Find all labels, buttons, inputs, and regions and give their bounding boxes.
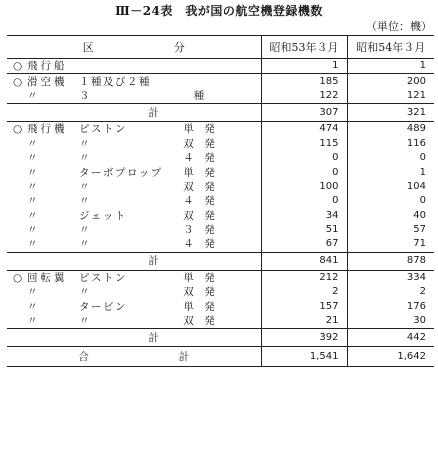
- unit-note: （単位：機）: [366, 20, 432, 33]
- col-header-1978: 昭和53年３月: [261, 36, 347, 59]
- row-category: 〃: [27, 238, 41, 251]
- value-1978: 212: [261, 270, 347, 285]
- grand-total-label-a: 合: [78, 350, 89, 363]
- category-header-b: 分: [173, 41, 185, 54]
- row-engine-type: ジェット: [79, 209, 127, 222]
- table-row: [7, 59, 434, 74]
- subtotal-label: 計: [7, 329, 261, 347]
- value-1979: 176: [347, 299, 434, 313]
- row-label-cells: [7, 300, 261, 314]
- value-1979: 0: [347, 194, 434, 208]
- subtotal-label: 計: [7, 252, 261, 270]
- value-1979: 71: [347, 237, 434, 252]
- table-row: [7, 223, 434, 237]
- value-1979: 489: [347, 122, 434, 137]
- table-row: [7, 299, 434, 313]
- row-engine-count: ４ 発: [183, 195, 215, 208]
- value-1978: 21: [261, 314, 347, 329]
- row-engine-count: 単 発: [183, 271, 215, 284]
- row-category: 〃: [27, 166, 41, 179]
- table-row: [7, 194, 434, 208]
- row-label-cells: [7, 285, 261, 299]
- row-engine-type: 〃: [79, 315, 91, 328]
- table-row: [7, 151, 434, 165]
- row-label-cells: [7, 137, 261, 151]
- row-category: 〃: [27, 180, 41, 193]
- table-row: [7, 285, 434, 299]
- row-engine-count: 単 発: [183, 166, 215, 179]
- value-1978: 185: [261, 74, 347, 89]
- row-label-cells: [7, 180, 261, 194]
- row-marker: ○: [13, 75, 23, 88]
- row-category: 〃: [27, 224, 41, 237]
- table-row: [7, 180, 434, 194]
- grand-total-1978: 1,541: [261, 347, 347, 367]
- row-marker: ○: [13, 60, 23, 73]
- value-1978: 115: [261, 137, 347, 151]
- value-1978: 122: [261, 89, 347, 104]
- value-1979: 0: [347, 151, 434, 165]
- row-label-cells: [7, 75, 261, 89]
- col-header-1979: 昭和54年３月: [347, 36, 434, 59]
- value-1978: 2: [261, 285, 347, 299]
- row-category: 滑空機: [27, 75, 68, 88]
- row-engine-type: 〃: [79, 238, 91, 251]
- value-1978: 1: [261, 59, 347, 74]
- row-label: [7, 237, 261, 252]
- value-1979: 116: [347, 137, 434, 151]
- value-1978: 0: [261, 194, 347, 208]
- row-label: [7, 137, 261, 151]
- row-label: [7, 299, 261, 313]
- table-row: [7, 314, 434, 329]
- row-engine-type: １種及び２種: [79, 75, 151, 88]
- table-row: [7, 209, 434, 223]
- row-label-cells: [7, 271, 261, 285]
- row-engine-count: 双 発: [183, 286, 215, 299]
- row-engine-count: ４ 発: [183, 152, 215, 165]
- row-label: [7, 59, 261, 74]
- value-1979: 1: [347, 59, 434, 74]
- table-row: [7, 122, 434, 137]
- row-engine-type: タービン: [79, 300, 127, 313]
- row-category: 〃: [27, 195, 41, 208]
- value-1979: 104: [347, 180, 434, 194]
- value-1979: 2: [347, 285, 434, 299]
- table-row: [7, 270, 434, 285]
- row-engine-type: ピストン: [79, 123, 127, 136]
- row-label: [7, 165, 261, 179]
- row-label-cells: [7, 122, 261, 136]
- table-row: [7, 89, 434, 104]
- grand-total-label: [7, 347, 261, 367]
- row-label: [7, 270, 261, 285]
- value-1978: 100: [261, 180, 347, 194]
- row-category: 〃: [27, 300, 41, 313]
- row-engine-type: ピストン: [79, 271, 127, 284]
- category-header-a: 区: [82, 41, 94, 54]
- value-1978: 51: [261, 223, 347, 237]
- aircraft-registration-table: [7, 35, 434, 367]
- subtotal-1978: 841: [261, 252, 347, 270]
- row-engine-type: 〃: [79, 286, 91, 299]
- table-title: Ⅲ－24表 我が国の航空機登録機数: [115, 4, 323, 18]
- row-label-cells: [7, 151, 261, 165]
- value-1978: 474: [261, 122, 347, 137]
- row-engine-count: 双 発: [183, 315, 215, 328]
- value-1979: 1: [347, 165, 434, 179]
- table-row: [7, 74, 434, 89]
- subtotal-1979: 442: [347, 329, 434, 347]
- subtotal-1978: 392: [261, 329, 347, 347]
- row-engine-type: 〃: [79, 137, 91, 150]
- row-category: 〃: [27, 209, 41, 222]
- row-label-cells: [7, 89, 261, 103]
- row-engine-count: 双 発: [183, 180, 215, 193]
- row-category: 飛行機: [27, 123, 68, 136]
- value-1979: 121: [347, 89, 434, 104]
- table-row: [7, 137, 434, 151]
- value-1979: 57: [347, 223, 434, 237]
- row-label: [7, 285, 261, 299]
- row-label-cells: [7, 209, 261, 223]
- row-label: [7, 122, 261, 137]
- subtotal-label: 計: [7, 104, 261, 122]
- row-engine-count: 双 発: [183, 209, 215, 222]
- value-1978: 157: [261, 299, 347, 313]
- grand-total-1979: 1,642: [347, 347, 434, 367]
- table-row: [7, 237, 434, 252]
- row-engine-count: 種: [193, 89, 205, 102]
- row-label-cells: [7, 314, 261, 328]
- row-category: 飛行船: [27, 60, 68, 73]
- row-engine-type: ３: [79, 89, 91, 102]
- row-category: 〃: [27, 152, 41, 165]
- row-label-cells: [7, 59, 261, 73]
- category-header: [7, 36, 261, 59]
- row-category: 〃: [27, 315, 41, 328]
- value-1979: 200: [347, 74, 434, 89]
- value-1978: 34: [261, 209, 347, 223]
- row-label: [7, 314, 261, 329]
- value-1979: 40: [347, 209, 434, 223]
- row-label-cells: [7, 237, 261, 251]
- row-label: [7, 223, 261, 237]
- value-1978: 0: [261, 151, 347, 165]
- grand-total-label-b: 計: [178, 350, 190, 363]
- subtotal-1979: 321: [347, 104, 434, 122]
- row-marker: ○: [13, 123, 23, 136]
- subtotal-1978: 307: [261, 104, 347, 122]
- value-1978: 67: [261, 237, 347, 252]
- row-category: 〃: [27, 137, 41, 150]
- table-row: [7, 165, 434, 179]
- row-category: 回転翼: [27, 271, 68, 284]
- row-engine-count: 単 発: [183, 300, 215, 313]
- value-1978: 0: [261, 165, 347, 179]
- row-category: 〃: [27, 286, 41, 299]
- row-label-cells: [7, 166, 261, 180]
- row-engine-count: 双 発: [183, 137, 215, 150]
- subtotal-row: [7, 252, 434, 270]
- subtotal-row: [7, 104, 434, 122]
- row-label: [7, 74, 261, 89]
- row-marker: ○: [13, 271, 23, 284]
- row-label: [7, 209, 261, 223]
- row-label-cells: [7, 223, 261, 237]
- row-engine-type: 〃: [79, 195, 91, 208]
- row-label: [7, 89, 261, 104]
- row-engine-type: 〃: [79, 224, 91, 237]
- value-1979: 30: [347, 314, 434, 329]
- row-engine-count: ４ 発: [183, 238, 215, 251]
- row-engine-count: ３ 発: [183, 224, 215, 237]
- row-label: [7, 180, 261, 194]
- grand-total-row: [7, 347, 434, 367]
- subtotal-1979: 878: [347, 252, 434, 270]
- subtotal-row: [7, 329, 434, 347]
- row-label: [7, 151, 261, 165]
- value-1979: 334: [347, 270, 434, 285]
- row-engine-type: 〃: [79, 152, 91, 165]
- header-row: [7, 36, 434, 59]
- row-engine-type: ターボプロップ: [79, 166, 163, 179]
- row-label: [7, 194, 261, 208]
- row-engine-count: 単 発: [183, 123, 215, 136]
- row-category: 〃: [27, 89, 41, 102]
- row-engine-type: 〃: [79, 180, 91, 193]
- row-label-cells: [7, 194, 261, 208]
